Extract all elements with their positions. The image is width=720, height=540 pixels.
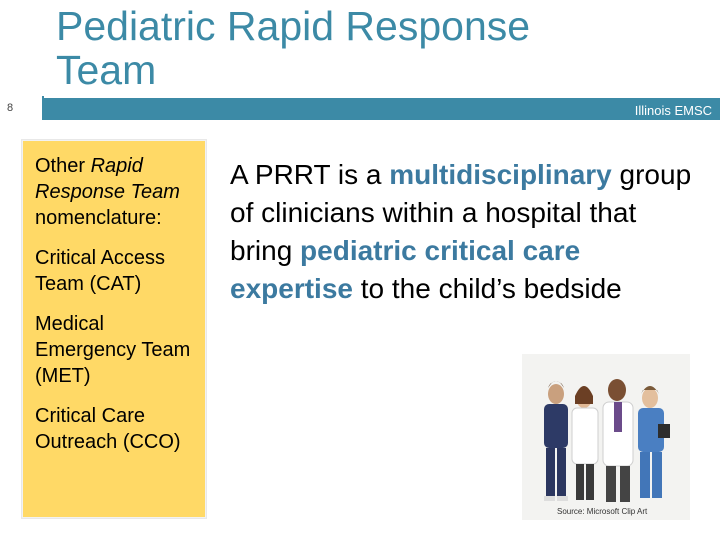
slide-title: Pediatric Rapid Response Team bbox=[56, 3, 531, 93]
main-text-2: group of clinicians within a hospital that bring bbox=[230, 159, 692, 266]
clinician-navy-scrubs bbox=[544, 381, 568, 501]
slide-number: 8 bbox=[0, 96, 20, 120]
clinicians-photo bbox=[522, 354, 690, 520]
clinicians-illustration bbox=[522, 354, 690, 520]
clinician-blue-scrubs bbox=[638, 386, 670, 498]
sidebar-item: Critical Care Outreach (CCO) bbox=[35, 405, 181, 453]
main-text-3: to the child’s bedside bbox=[352, 273, 622, 304]
clinician-white-coat bbox=[572, 386, 598, 500]
organization-label: Illinois EMSC bbox=[634, 103, 712, 118]
main-statement bbox=[230, 156, 700, 308]
header-bar bbox=[42, 98, 720, 120]
image-source-caption: Source: Microsoft Clip Art bbox=[557, 507, 648, 516]
sidebar-item: Critical Access Team (CAT) bbox=[35, 247, 166, 295]
highlight-multidisciplinary: multidisciplinary bbox=[389, 159, 612, 190]
sidebar-intro bbox=[35, 153, 195, 231]
intro-text: Other bbox=[35, 155, 91, 177]
sidebar-item: Medical Emergency Team (MET) bbox=[35, 313, 191, 387]
intro-italic: Rapid Response Team bbox=[35, 155, 180, 203]
header-divider bbox=[20, 96, 44, 120]
highlight-expertise: pediatric critical care expertise bbox=[230, 235, 581, 304]
nomenclature-sidebar bbox=[22, 140, 206, 518]
clinician-doctor bbox=[603, 379, 633, 502]
main-text-1: A PRRT is a bbox=[230, 159, 390, 190]
intro-text-end: nomenclature: bbox=[35, 207, 162, 229]
